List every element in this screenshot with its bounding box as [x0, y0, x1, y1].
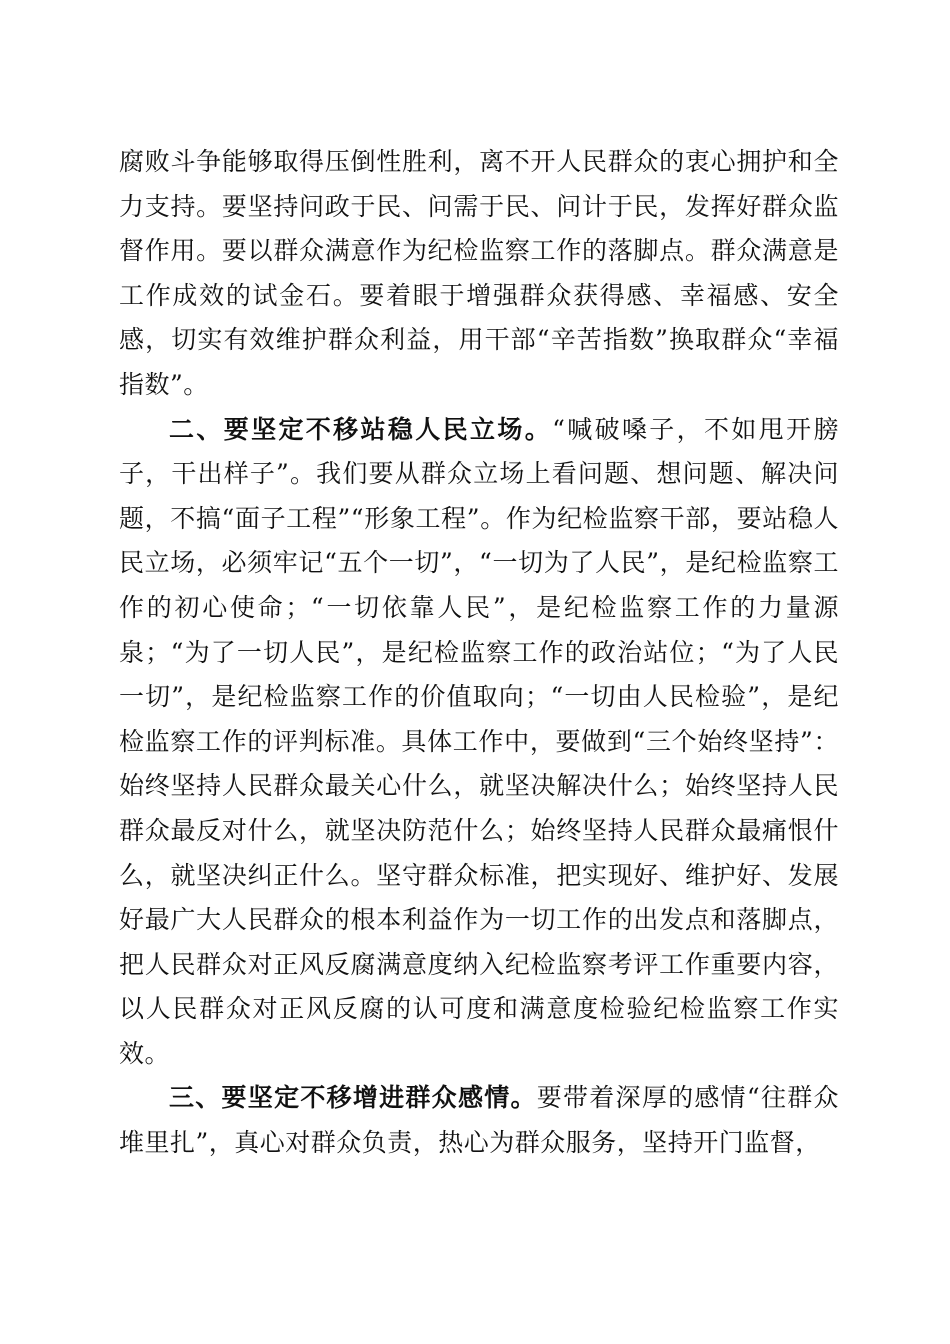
paragraph-1-text: 腐败斗争能够取得压倒性胜利，离不开人民群众的衷心拥护和全力支持。要坚持问政于民、问需于民、问计于民，发挥好群众监督作用。要以群众满意作为纪检监察工作的落脚点。群众满意是工作成效的试金石。要着眼于增强群众获得感、幸福感、安全感，切实有效维护群众利益，用干部“辛苦指数”换取群众“幸福指数”。: [119, 147, 839, 399]
paragraph-3: [119, 1076, 839, 1165]
paragraph-3-text: 要带着深厚的感情“往群众堆里扎”，真心对群众负责，热心为群众服务，坚持开门监督，: [119, 1083, 839, 1158]
paragraph-2: [119, 408, 839, 1077]
paragraph-1: [119, 140, 839, 408]
document-body: [119, 140, 839, 1166]
section-heading-2: 二、要坚定不移站稳人民立场。: [169, 414, 553, 444]
section-heading-3: 三、要坚定不移增进群众感情。: [169, 1083, 537, 1113]
paragraph-2-text: “喊破嗓子，不如甩开膀子，干出样子”。我们要从群众立场上看问题、想问题、解决问题，不搞“面子工程”“形象工程”。作为纪检监察干部，要站稳人民立场，必须牢记“五个一切”，“一切为了人民”，是纪检监察工作的初心使命；“一切依靠人民”，是纪检监察工作的力量源泉；“为了一切人民”，是纪检监察工作的政治站位；“为了人民一切”，是纪检监察工作的价值取向；“一切由人民检验”，是纪检监察工作的评判标准。具体工作中，要做到“三个始终坚持”：始终坚持人民群众最关心什么，就坚决解决什么；始终坚持人民群众最反对什么，就坚决防范什么；始终坚持人民群众最痛恨什么，就坚决纠正什么。坚守群众标准，把实现好、维护好、发展好最广大人民群众的根本利益作为一切工作的出发点和落脚点，把人民群众对正风反腐满意度纳入纪检监察考评工作重要内容，以人民群众对正风反腐的认可度和满意度检验纪检监察工作实效。: [119, 414, 839, 1068]
